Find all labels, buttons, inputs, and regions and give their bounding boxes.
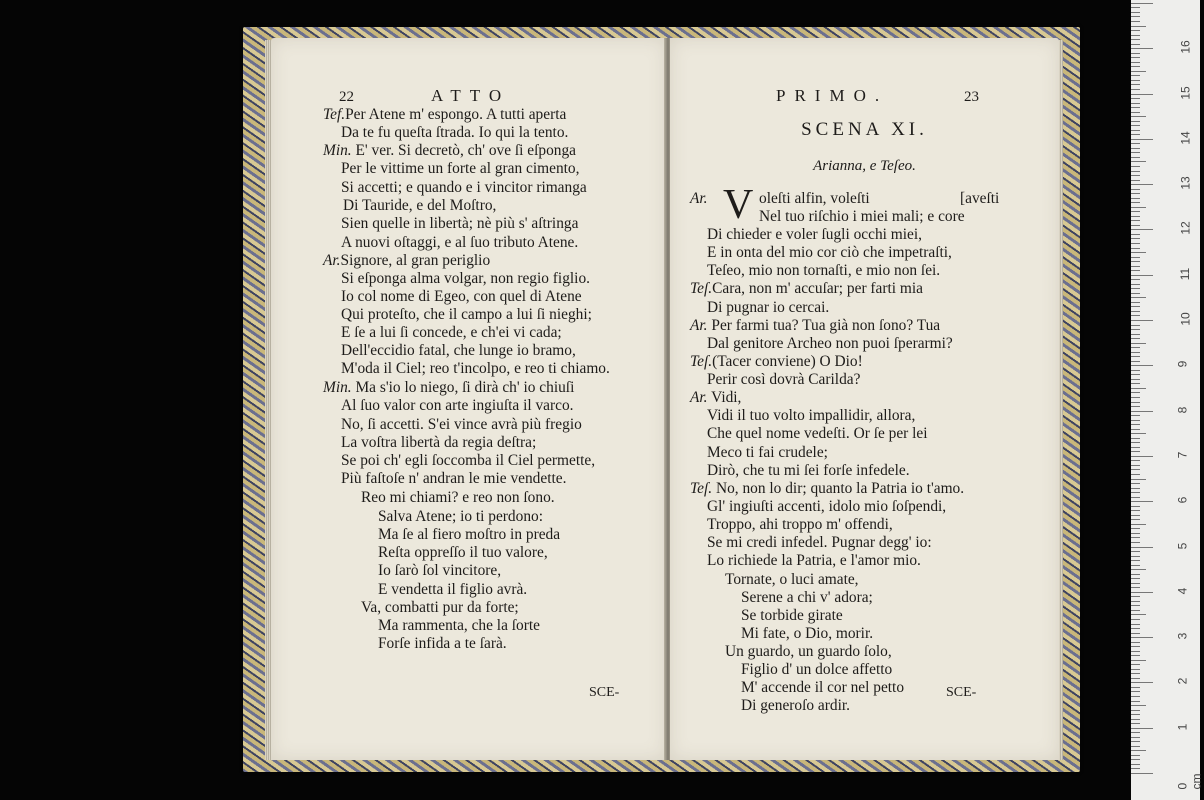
text-line: Teſ. No, non lo dir; quanto la Patria io t'amo. (690, 480, 965, 497)
ruler-tick (1131, 284, 1140, 285)
ruler-tick (1131, 723, 1140, 724)
text-line: Serene a chi v' adora; (741, 589, 873, 606)
ruler-tick (1131, 750, 1146, 751)
ruler-tick (1131, 506, 1140, 507)
text-line: Ar. Per farmi tua? Tua già non ſono? Tua (690, 317, 941, 334)
ruler-label: 8 (1175, 406, 1190, 413)
text-line: Ma rammenta, che la ſorte (378, 617, 540, 634)
ruler-tick (1131, 456, 1153, 457)
ruler-tick (1131, 234, 1140, 235)
text-line: Più faſtoſe n' andran le mie vendette. (341, 470, 567, 487)
ruler-tick (1131, 392, 1140, 393)
ruler-tick (1131, 139, 1153, 140)
ruler-tick (1131, 211, 1140, 212)
ruler-tick (1131, 424, 1140, 425)
right-catchword: SCE- (946, 685, 977, 700)
ruler-label: 7 (1175, 451, 1190, 459)
text-line: Teſ.Cara, non m' accuſar; per farti mia (690, 280, 923, 297)
ruler-tick (1131, 3, 1153, 4)
ruler-tick (1131, 347, 1140, 348)
ruler-tick (1131, 89, 1140, 90)
ruler-tick (1131, 687, 1140, 688)
text-line: Di Tauride, e del Moſtro, (343, 197, 497, 214)
ruler-tick (1131, 243, 1140, 244)
text-line: Di chieder e voler ſugli occhi miei, (707, 226, 922, 243)
ruler-tick (1131, 220, 1140, 221)
ruler-tick (1131, 35, 1140, 36)
ruler-tick (1131, 433, 1146, 434)
ruler-tick (1131, 587, 1140, 588)
ruler-tick (1131, 737, 1140, 738)
text-line: Dirò, che tu mi ſei forſe infedele. (707, 462, 910, 479)
ruler-tick (1131, 673, 1140, 674)
ruler-tick (1131, 542, 1140, 543)
ruler-tick (1131, 356, 1140, 357)
ruler-tick (1131, 556, 1140, 557)
text-line: Gl' ingiuſti accenti, idolo mio ſoſpendi, (707, 498, 947, 515)
ruler-tick (1131, 601, 1140, 602)
ruler-tick (1131, 633, 1140, 634)
scene-title: SCENA XI. (801, 119, 928, 140)
ruler-tick (1131, 252, 1146, 253)
ruler-tick (1131, 719, 1140, 720)
ruler-tick (1131, 166, 1140, 167)
ruler-tick (1131, 460, 1140, 461)
ruler-label: 6 (1175, 496, 1190, 504)
ruler-tick (1131, 98, 1140, 99)
ruler-tick (1131, 610, 1140, 611)
ruler-tick (1131, 361, 1140, 362)
ruler-tick (1131, 44, 1140, 45)
ruler-tick (1131, 334, 1140, 335)
ruler-tick (1131, 184, 1153, 185)
speaker-label: Ar. (690, 190, 708, 207)
text-line: Vidi il tuo volto impallidir, allora, (707, 407, 916, 424)
text-line: Al ſuo valor con arte ingiuſta il varco. (341, 397, 574, 414)
ruler-tick (1131, 701, 1140, 702)
ruler-tick (1131, 642, 1140, 643)
ruler-tick (1131, 406, 1140, 407)
ruler-tick (1131, 465, 1140, 466)
ruler-tick (1131, 297, 1146, 298)
ruler-tick (1131, 492, 1140, 493)
ruler-tick (1131, 157, 1140, 158)
left-catchword: SCE- (589, 685, 620, 700)
ruler-tick (1131, 746, 1140, 747)
ruler-tick (1131, 664, 1140, 665)
ruler-tick (1131, 293, 1140, 294)
ruler-tick (1131, 80, 1140, 81)
ruler-label: 4 (1175, 587, 1190, 595)
ruler-tick (1131, 202, 1140, 203)
ruler-label: 11 (1178, 267, 1193, 280)
ruler-tick (1131, 94, 1153, 95)
ruler-tick (1131, 21, 1140, 22)
text-line: Per le vittime un forte al gran cimento, (341, 160, 580, 177)
ruler-tick (1131, 125, 1140, 126)
text-line: Dell'eccidio fatal, che lunge io bramo, (341, 342, 576, 359)
ruler-tick (1131, 519, 1140, 520)
ruler-tick (1131, 619, 1140, 620)
ruler-tick (1131, 207, 1146, 208)
ruler-tick (1131, 198, 1140, 199)
text-line: Se mi credi infedel. Pugnar degg' io: (707, 534, 932, 551)
ruler-tick (1131, 75, 1140, 76)
ruler-tick (1131, 12, 1140, 13)
text-line: Io col nome di Egeo, con quel di Atene (341, 288, 582, 305)
text-line: Ar. Vidi, (690, 389, 742, 406)
ruler-tick (1131, 148, 1140, 149)
text-line: Meco ti fai crudele; (707, 444, 828, 461)
ruler-tick (1131, 261, 1140, 262)
ruler-tick (1131, 501, 1153, 502)
text-line: Reo mi chiami? e reo non ſono. (361, 489, 555, 506)
ruler-label: 1 (1175, 723, 1190, 731)
text-line: Salva Atene; io ti perdono: (378, 508, 543, 525)
ruler-tick (1131, 275, 1153, 276)
ruler-tick (1131, 497, 1140, 498)
drop-capital: V (723, 182, 754, 228)
ruler-tick (1131, 180, 1140, 181)
ruler-label: 10 (1178, 312, 1193, 326)
ruler-tick (1131, 741, 1140, 742)
text-line: Si accetti; e quando e i vincitor rimanga (341, 179, 587, 196)
ruler-tick (1131, 48, 1153, 49)
ruler-tick (1131, 370, 1140, 371)
ruler-tick (1131, 537, 1140, 538)
ruler-label: 13 (1178, 176, 1193, 190)
ruler-tick (1131, 429, 1140, 430)
ruler-tick (1131, 624, 1140, 625)
text-line: Ma ſe al fiero moſtro in preda (378, 526, 561, 543)
ruler-tick (1131, 415, 1140, 416)
ruler-tick (1131, 646, 1140, 647)
text-line: E in onta del mio cor ciò che impetraſti, (707, 244, 952, 261)
text-line: M'oda il Ciel; reo t'incolpo, e reo ti chiamo. (341, 360, 610, 377)
ruler-tick (1131, 728, 1153, 729)
ruler-tick (1131, 315, 1140, 316)
ruler-tick (1131, 524, 1146, 525)
ruler-label: 2 (1175, 678, 1190, 685)
ruler-tick (1131, 238, 1140, 239)
left-running-head: ATTO (431, 86, 511, 105)
ruler-tick (1131, 143, 1140, 144)
text-line: Nel tuo riſchio i miei mali; e core (759, 208, 965, 225)
ruler-tick (1131, 596, 1140, 597)
ruler-tick (1131, 605, 1140, 606)
text-line: Sien quelle in libertà; nè più s' aſtringa (341, 215, 579, 232)
ruler-tick (1131, 764, 1140, 765)
text-line: La voſtra libertà da regia deſtra; (341, 434, 537, 451)
ruler-tick (1131, 39, 1140, 40)
ruler-tick (1131, 755, 1140, 756)
ruler-label: 15 (1178, 85, 1193, 100)
ruler-tick (1131, 442, 1140, 443)
ruler-tick (1131, 374, 1140, 375)
ruler-tick (1131, 533, 1140, 534)
ruler-label: 3 (1175, 632, 1190, 640)
ruler-tick (1131, 216, 1140, 217)
ruler-tick (1131, 678, 1140, 679)
ruler-tick (1131, 628, 1140, 629)
ruler-tick (1131, 134, 1140, 135)
text-line: Mi fate, o Dio, morir. (741, 625, 874, 642)
text-line: Lo richiede la Patria, e l'amor mio. (707, 552, 921, 569)
ruler-tick (1131, 447, 1140, 448)
ruler-label: 0 cm (1175, 773, 1204, 790)
text-line: A nuovi oſtaggi, e al ſuo tributo Atene. (341, 234, 579, 251)
ruler-tick (1131, 338, 1140, 339)
ruler-tick (1131, 121, 1140, 122)
text-line: Io ſarò ſol vincitore, (378, 562, 502, 579)
scene-cast: Arianna, e Teſeo. (813, 158, 916, 174)
ruler-label: 9 (1175, 360, 1190, 368)
ruler-tick (1131, 583, 1140, 584)
ruler-tick (1131, 714, 1140, 715)
ruler-tick (1131, 266, 1140, 267)
text-line: No, ſi accetti. S'ei vince avrà più fregio (341, 416, 582, 433)
ruler-tick (1131, 669, 1140, 670)
ruler-tick (1131, 116, 1146, 117)
text-line: Di generoſo ardir. (741, 697, 850, 714)
text-line: Teſ.(Tacer conviene) O Dio! (690, 353, 863, 370)
ruler-tick (1131, 379, 1140, 380)
text-line: E vendetta il figlio avrà. (378, 581, 528, 598)
ruler-tick (1131, 103, 1140, 104)
ruler-tick (1131, 325, 1140, 326)
ruler-label: 14 (1178, 131, 1193, 145)
ruler-tick (1131, 651, 1140, 652)
ruler-tick (1131, 637, 1153, 638)
ruler-tick (1131, 660, 1146, 661)
ruler-tick (1131, 26, 1146, 27)
ruler-tick (1131, 691, 1140, 692)
ruler-label: 16 (1178, 40, 1193, 54)
text-line: Se poi ch' egli ſoccomba il Ciel permette, (341, 452, 596, 469)
ruler-tick (1131, 402, 1140, 403)
ruler-tick (1131, 71, 1146, 72)
right-page (670, 38, 1059, 760)
ruler-tick (1131, 438, 1140, 439)
text-line: Tornate, o luci amate, (725, 571, 859, 588)
ruler-tick (1131, 225, 1140, 226)
ruler-tick (1131, 270, 1140, 271)
ruler-tick (1131, 759, 1140, 760)
ruler-tick (1131, 768, 1140, 769)
ruler-tick (1131, 257, 1140, 258)
ruler-tick (1131, 62, 1140, 63)
ruler-tick (1131, 388, 1146, 389)
text-line: Di pugnar io cercai. (707, 299, 830, 316)
left-page (271, 38, 666, 760)
ruler-tick (1131, 565, 1140, 566)
text-line: Tef.Per Atene m' espongo. A tutti aperta (323, 106, 567, 123)
ruler-tick (1131, 30, 1140, 31)
ruler-tick (1131, 655, 1140, 656)
ruler-tick (1131, 547, 1153, 548)
ruler-tick (1131, 773, 1153, 774)
ruler-tick (1131, 193, 1140, 194)
ruler-tick (1131, 16, 1140, 17)
ruler-tick (1131, 614, 1146, 615)
text-line: Da te fu queſta ſtrada. Io qui la tento. (341, 124, 569, 141)
text-line: oleſti alfin, voleſti (759, 190, 870, 207)
ruler-tick (1131, 510, 1140, 511)
text-line: Che quel nome vedeſti. Or ſe per lei (707, 425, 928, 442)
ruler-tick (1131, 696, 1140, 697)
ruler-tick (1131, 578, 1140, 579)
text-line: Perir così dovrà Carilda? (707, 371, 861, 388)
text-line: Dal genitore Archeo non puoi ſperarmi? (707, 335, 953, 352)
ruler-tick (1131, 574, 1140, 575)
ruler-tick (1131, 383, 1140, 384)
ruler-tick (1131, 152, 1140, 153)
ruler-tick (1131, 732, 1140, 733)
ruler-tick (1131, 311, 1140, 312)
ruler-tick (1131, 189, 1140, 190)
ruler-tick (1131, 592, 1153, 593)
text-line: Teſeo, mio non tornaſti, e mio non ſei. (707, 262, 941, 279)
text-line: Min. Ma s'io lo niego, ſi dirà ch' io chiuſi (323, 379, 575, 396)
text-line: Un guardo, un guardo ſolo, (725, 643, 892, 660)
text-line: M' accende il cor nel petto (741, 679, 905, 696)
ruler-tick (1131, 130, 1140, 131)
ruler-tick (1131, 229, 1153, 230)
ruler-tick (1131, 53, 1140, 54)
text-line: Forſe infida a te ſarà. (378, 635, 507, 652)
ruler-tick (1131, 161, 1146, 162)
ruler-tick (1131, 352, 1140, 353)
text-line: Va, combatti pur da forte; (361, 599, 519, 616)
ruler-tick (1131, 320, 1153, 321)
text-line: E ſe a lui ſi concede, e ch'ei vi cada; (341, 324, 562, 341)
ruler-tick (1131, 329, 1140, 330)
ruler-tick (1131, 528, 1140, 529)
ruler-tick (1131, 279, 1140, 280)
ruler-tick (1131, 411, 1153, 412)
text-line: Si eſponga alma volgar, non regio figlio. (341, 270, 591, 287)
ruler-tick (1131, 288, 1140, 289)
ruler-tick (1131, 343, 1146, 344)
ruler-label: 12 (1178, 221, 1193, 236)
ruler-tick (1131, 248, 1140, 249)
ruler-tick (1131, 171, 1140, 172)
ruler-tick (1131, 682, 1153, 683)
ruler-tick (1131, 560, 1140, 561)
right-running-head: PRIMO. (776, 86, 889, 105)
ruler-tick (1131, 84, 1140, 85)
text-line: Troppo, ahi troppo m' offendi, (707, 516, 893, 533)
ruler-tick (1131, 569, 1146, 570)
ruler-tick (1131, 107, 1140, 108)
text-line-continuation: [aveſti (960, 190, 1000, 207)
ruler-tick (1131, 705, 1146, 706)
ruler-label: 5 (1175, 542, 1190, 549)
ruler-tick (1131, 306, 1140, 307)
ruler-tick (1131, 474, 1140, 475)
ruler-tick (1131, 488, 1140, 489)
ruler-tick (1131, 397, 1140, 398)
right-page-number: 23 (964, 89, 979, 105)
ruler-tick (1131, 57, 1140, 58)
ruler-tick (1131, 479, 1146, 480)
measurement-ruler (1131, 0, 1204, 800)
text-line: Qui proteſto, che il campo a lui ſi nieghi; (341, 306, 592, 323)
ruler-tick (1131, 175, 1140, 176)
ruler-tick (1131, 66, 1140, 67)
text-line: Ar.Signore, al gran periglio (323, 252, 491, 269)
ruler-tick (1131, 710, 1140, 711)
ruler-tick (1131, 112, 1140, 113)
text-line: Reſta oppreſſo il tuo valore, (378, 544, 548, 561)
ruler-tick (1131, 7, 1140, 8)
ruler-tick (1131, 365, 1153, 366)
ruler-tick (1131, 420, 1140, 421)
text-line: Min. E' ver. Si decretò, ch' ove ſi eſponga (323, 142, 577, 159)
ruler-tick (1131, 451, 1140, 452)
ruler-tick (1131, 302, 1140, 303)
ruler-tick (1131, 469, 1140, 470)
text-line: Figlio d' un dolce affetto (741, 661, 893, 678)
ruler-tick (1131, 483, 1140, 484)
ruler-tick (1131, 515, 1140, 516)
text-line: Se torbide girate (741, 607, 843, 624)
left-page-number: 22 (339, 89, 354, 105)
ruler-tick (1131, 551, 1140, 552)
